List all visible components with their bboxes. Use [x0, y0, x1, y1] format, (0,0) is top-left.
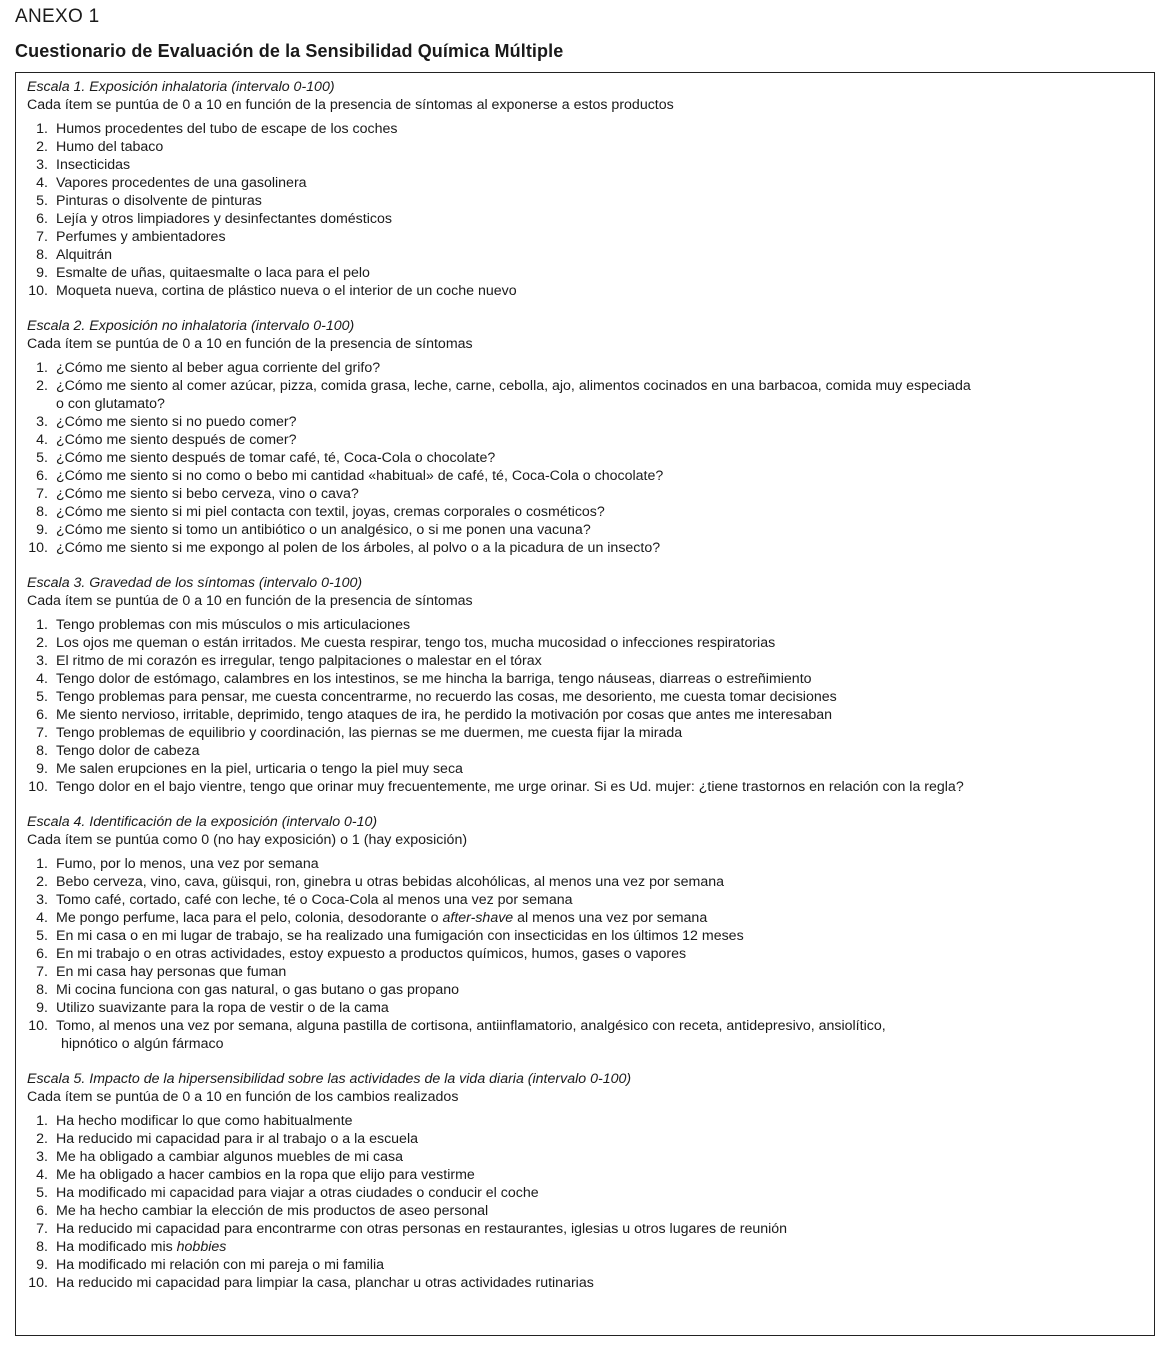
list-item: [27, 174, 1154, 192]
item-text: [48, 1202, 488, 1220]
item-text-tail: al menos una vez por semana: [513, 910, 708, 926]
item-text: [48, 1148, 403, 1166]
list-item: [27, 246, 1154, 264]
list-item: [27, 1220, 1154, 1238]
item-text: [48, 945, 686, 963]
list-item: [27, 1130, 1154, 1148]
item-text-main: Insecticidas: [56, 157, 131, 173]
item-number: 1.: [36, 1113, 48, 1129]
item-number: 4.: [36, 1167, 48, 1183]
list-item: [27, 1256, 1154, 1274]
item-text: [48, 760, 463, 778]
item-text-main: Moqueta nueva, cortina de plástico nueva o el interior de un coche nuevo: [56, 283, 517, 299]
item-text-main: Ha reducido mi capacidad para encontrarme con otras personas en restaurantes, iglesias u otros lugares de reunión: [56, 1221, 788, 1237]
list-item: [27, 282, 1154, 300]
item-text-main: ¿Cómo me siento si mi piel contacta con textil, joyas, cremas corporales o cosméticos?: [56, 504, 605, 520]
item-text-main: Ha reducido mi capacidad para ir al trabajo o a la escuela: [56, 1131, 418, 1147]
item-text-main: Esmalte de uñas, quitaesmalte o laca para el pelo: [56, 265, 370, 281]
item-text-main: Lejía y otros limpiadores y desinfectantes domésticos: [56, 211, 392, 227]
item-text: [48, 521, 591, 539]
item-text-main: ¿Cómo me siento al comer azúcar, pizza, comida grasa, leche, carne, cebolla, ajo, alimentos cocinados en una barbacoa, comida muy especiada: [56, 378, 971, 394]
item-text: [48, 1274, 594, 1292]
scale-section-1: [27, 78, 1154, 300]
item-number: 1.: [36, 360, 48, 376]
item-text-main: Me siento nervioso, irritable, deprimido, tengo ataques de ira, he perdido la motivación por cosas que antes me interesaban: [56, 707, 833, 723]
scale-title: Escala 2. Exposición no inhalatoria (intervalo 0-100): [27, 318, 355, 334]
item-text: [48, 359, 380, 377]
item-number: 4.: [36, 432, 48, 448]
item-number: 7.: [36, 229, 48, 245]
item-number: 5.: [36, 193, 48, 209]
scale-section-4: [27, 813, 1154, 1053]
item-number: 9.: [36, 522, 48, 538]
item-list: [27, 855, 1154, 1053]
item-text-main: Perfumes y ambientadores: [56, 229, 226, 245]
list-item: [27, 1274, 1154, 1292]
item-text-main: Tomo café, cortado, café con leche, té o Coca-Cola al menos una vez por semana: [56, 892, 573, 908]
item-text: [48, 210, 392, 228]
item-text: [48, 1166, 475, 1184]
list-item: [27, 1166, 1154, 1184]
list-item: [27, 855, 1154, 873]
list-item: [27, 1238, 1154, 1256]
item-text: [48, 1112, 353, 1130]
item-number: 2.: [36, 1131, 48, 1147]
list-item: [27, 120, 1154, 138]
scale-title: Escala 4. Identificación de la exposición (intervalo 0-10): [27, 814, 378, 830]
item-text-main: ¿Cómo me siento si me expongo al polen de los árboles, al polvo o a la picadura de un insecto?: [56, 540, 661, 556]
item-text: [48, 246, 112, 264]
scale-description: Cada ítem se puntúa de 0 a 10 en función de los cambios realizados: [27, 1089, 459, 1105]
list-item: [27, 210, 1154, 228]
item-text: [48, 174, 307, 192]
item-text-main: En mi casa hay personas que fuman: [56, 964, 287, 980]
item-number: 9.: [36, 1000, 48, 1016]
item-number: 6.: [36, 468, 48, 484]
item-text-main: Los ojos me queman o están irritados. Me cuesta respirar, tengo tos, mucha mucosidad o infecciones respiratorias: [56, 635, 776, 651]
item-number: 10.: [28, 540, 48, 556]
item-text-main: ¿Cómo me siento después de comer?: [56, 432, 297, 448]
item-text-emphasis: after-shave: [442, 910, 514, 926]
item-text: [48, 1238, 226, 1256]
item-text-main: En mi casa o en mi lugar de trabajo, se ha realizado una fumigación con insecticidas en los últimos 12 meses: [56, 928, 744, 944]
list-item: [27, 192, 1154, 210]
list-item: [27, 760, 1154, 778]
list-item: [27, 467, 1154, 485]
item-list: [27, 616, 1154, 796]
item-text-main: Tengo dolor de cabeza: [56, 743, 200, 759]
item-text: [48, 413, 297, 431]
item-text-main: Ha modificado mi capacidad para viajar a otras ciudades o conducir el coche: [56, 1185, 539, 1201]
item-text: [48, 1220, 787, 1238]
list-item: [27, 891, 1154, 909]
item-text-main: ¿Cómo me siento si no puedo comer?: [56, 414, 297, 430]
item-text-main: Tengo problemas con mis músculos o mis articulaciones: [56, 617, 411, 633]
item-number: 10.: [28, 1018, 48, 1034]
list-item: [27, 981, 1154, 999]
item-text: [48, 963, 286, 981]
item-text-main: Ha modificado mi relación con mi pareja o mi familia: [56, 1257, 385, 1273]
item-text-main: Me pongo perfume, laca para el pelo, colonia, desodorante o: [56, 910, 439, 926]
list-item: [27, 449, 1154, 467]
item-text-main: Tengo dolor de estómago, calambres en los intestinos, se me hincha la barriga, tengo náuseas, diarreas o estreñimiento: [56, 671, 812, 687]
item-text: [48, 688, 837, 706]
document-title: Cuestionario de Evaluación de la Sensibilidad Química Múltiple: [15, 41, 564, 61]
item-number: 6.: [36, 211, 48, 227]
item-text-main: Me ha obligado a cambiar algunos muebles de mi casa: [56, 1149, 404, 1165]
scale-title: Escala 5. Impacto de la hipersensibilidad sobre las actividades de la vida diaria (intervalo 0-100): [27, 1071, 632, 1087]
item-number: 4.: [36, 671, 48, 687]
list-item: [27, 264, 1154, 282]
item-text: [48, 634, 775, 652]
item-number: 7.: [36, 964, 48, 980]
annex-label: ANEXO 1: [15, 6, 100, 27]
list-item: [27, 138, 1154, 156]
item-text-main: Humos procedentes del tubo de escape de los coches: [56, 121, 398, 137]
item-number: 9.: [36, 265, 48, 281]
list-item: [27, 228, 1154, 246]
item-text: [48, 652, 542, 670]
item-text-emphasis: hobbies: [176, 1239, 227, 1255]
list-item: [27, 539, 1154, 557]
item-text-main: Tengo problemas de equilibrio y coordinación, las piernas se me duermen, me cuesta fijar la mirada: [56, 725, 683, 741]
item-list: [27, 359, 1154, 557]
item-text: [48, 192, 262, 210]
list-item: [27, 873, 1154, 891]
item-text-main: ¿Cómo me siento después de tomar café, té, Coca-Cola o chocolate?: [56, 450, 496, 466]
item-text: [48, 156, 130, 174]
item-text-main: Tomo, al menos una vez por semana, alguna pastilla de cortisona, antiinflamatorio, analgésico con receta, antidepresivo, ansiolítico,: [56, 1018, 886, 1034]
item-number: 1.: [36, 617, 48, 633]
item-text: [48, 120, 398, 138]
item-text: [48, 431, 297, 449]
item-text: [48, 467, 663, 485]
item-text: [48, 228, 226, 246]
item-number: 5.: [36, 928, 48, 944]
list-item: [27, 688, 1154, 706]
item-number: 8.: [36, 504, 48, 520]
list-item: [27, 706, 1154, 724]
item-number: 10.: [28, 283, 48, 299]
item-text: [48, 539, 660, 557]
item-number: 8.: [36, 743, 48, 759]
item-text-main: ¿Cómo me siento si tomo un antibiótico o un analgésico, o si me ponen una vacuna?: [56, 522, 591, 538]
item-number: 5.: [36, 1185, 48, 1201]
item-number: 3.: [36, 157, 48, 173]
list-item: [27, 359, 1154, 377]
item-text-main: Ha hecho modificar lo que como habitualmente: [56, 1113, 353, 1129]
list-item: [27, 431, 1154, 449]
item-text-main: Ha modificado mis: [56, 1239, 173, 1255]
item-text-continuation: hipnótico o algún fármaco: [61, 1036, 224, 1052]
item-text-main: Bebo cerveza, vino, cava, güisqui, ron, ginebra u otras bebidas alcohólicas, al menos una vez por semana: [56, 874, 724, 890]
item-text-main: Me ha obligado a hacer cambios en la ropa que elijo para vestirme: [56, 1167, 475, 1183]
item-text: [48, 927, 744, 945]
list-item: [27, 634, 1154, 652]
item-list: [27, 1112, 1154, 1292]
item-list: [27, 120, 1154, 300]
item-text: [48, 706, 832, 724]
scale-description: Cada ítem se puntúa de 0 a 10 en función de la presencia de síntomas: [27, 593, 473, 609]
item-text-main: ¿Cómo me siento al beber agua corriente del grifo?: [56, 360, 381, 376]
list-item: [27, 521, 1154, 539]
item-number: 8.: [36, 1239, 48, 1255]
item-number: 3.: [36, 653, 48, 669]
scale-section-3: [27, 574, 1154, 796]
list-item: [27, 652, 1154, 670]
list-item: [27, 413, 1154, 431]
item-text-main: Me salen erupciones en la piel, urticaria o tengo la piel muy seca: [56, 761, 463, 777]
item-text-main: Mi cocina funciona con gas natural, o gas butano o gas propano: [56, 982, 460, 998]
item-text: [48, 1130, 418, 1148]
item-number: 2.: [36, 139, 48, 155]
item-text: [48, 981, 459, 999]
item-text: [48, 778, 964, 796]
scale-description: Cada ítem se puntúa de 0 a 10 en función de la presencia de síntomas: [27, 336, 473, 352]
item-number: 10.: [28, 779, 48, 795]
list-item: [27, 1112, 1154, 1130]
item-text: [48, 449, 495, 467]
item-text: [48, 855, 319, 873]
item-number: 1.: [36, 121, 48, 137]
item-text-main: Fumo, por lo menos, una vez por semana: [56, 856, 319, 872]
item-text: [48, 377, 971, 413]
item-text-main: Humo del tabaco: [56, 139, 164, 155]
item-number: 3.: [36, 1149, 48, 1165]
item-number: 7.: [36, 486, 48, 502]
item-text-main: Tengo problemas para pensar, me cuesta concentrarme, no recuerdo las cosas, me desoriento, me cuesta tomar decisiones: [56, 689, 837, 705]
item-text: [48, 999, 389, 1017]
scale-description: Cada ítem se puntúa de 0 a 10 en función de la presencia de síntomas al exponerse a estos productos: [27, 97, 674, 113]
item-text-main: Pinturas o disolvente de pinturas: [56, 193, 262, 209]
item-text-main: Ha reducido mi capacidad para limpiar la casa, planchar u otras actividades rutinarias: [56, 1275, 594, 1291]
item-number: 8.: [36, 247, 48, 263]
list-item: [27, 778, 1154, 796]
item-number: 2.: [36, 378, 48, 394]
item-text: [48, 485, 359, 503]
item-number: 3.: [36, 892, 48, 908]
list-item: [27, 503, 1154, 521]
list-item: [27, 616, 1154, 634]
item-text: [48, 873, 724, 891]
list-item: [27, 485, 1154, 503]
scale-section-2: [27, 317, 1154, 557]
list-item: [27, 909, 1154, 927]
item-number: 6.: [36, 946, 48, 962]
list-item: [27, 1202, 1154, 1220]
item-text: [48, 503, 605, 521]
list-item: [27, 742, 1154, 760]
item-text-main: Tengo dolor en el bajo vientre, tengo que orinar muy frecuentemente, me urge orinar. Si es Ud. mujer: ¿tiene trastornos en relación con la regla?: [56, 779, 964, 795]
item-text-main: Utilizo suavizante para la ropa de vestir o de la cama: [56, 1000, 389, 1016]
item-number: 5.: [36, 689, 48, 705]
item-number: 4.: [36, 175, 48, 191]
item-text-main: Me ha hecho cambiar la elección de mis productos de aseo personal: [56, 1203, 489, 1219]
list-item: [27, 1017, 1154, 1053]
list-item: [27, 724, 1154, 742]
item-text-main: En mi trabajo o en otras actividades, estoy expuesto a productos químicos, humos, gases o vapores: [56, 946, 687, 962]
item-text-main: ¿Cómo me siento si no como o bebo mi cantidad «habitual» de café, té, Coca-Cola o chocolate?: [56, 468, 664, 484]
scale-title: Escala 1. Exposición inhalatoria (intervalo 0-100): [27, 79, 335, 95]
item-text: [48, 1017, 886, 1053]
item-number: 9.: [36, 1257, 48, 1273]
scale-title: Escala 3. Gravedad de los síntomas (intervalo 0-100): [27, 575, 363, 591]
item-text-continuation: o con glutamato?: [56, 396, 165, 412]
questionnaire-frame: [15, 72, 1155, 1336]
item-text-main: Vapores procedentes de una gasolinera: [56, 175, 307, 191]
item-number: 6.: [36, 707, 48, 723]
item-number: 4.: [36, 910, 48, 926]
item-number: 2.: [36, 874, 48, 890]
scale-section-5: [27, 1070, 1154, 1292]
item-text: [48, 891, 573, 909]
item-text: [48, 909, 707, 927]
list-item: [27, 963, 1154, 981]
item-number: 6.: [36, 1203, 48, 1219]
list-item: [27, 945, 1154, 963]
item-text-main: El ritmo de mi corazón es irregular, tengo palpitaciones o malestar en el tórax: [56, 653, 542, 669]
scale-description: Cada ítem se puntúa como 0 (no hay exposición) o 1 (hay exposición): [27, 832, 468, 848]
item-text: [48, 264, 370, 282]
item-text: [48, 138, 163, 156]
list-item: [27, 999, 1154, 1017]
item-text: [48, 616, 410, 634]
list-item: [27, 1184, 1154, 1202]
item-text: [48, 670, 812, 688]
item-text: [48, 742, 200, 760]
item-number: 3.: [36, 414, 48, 430]
item-number: 7.: [36, 725, 48, 741]
item-text: [48, 1184, 539, 1202]
item-text-main: ¿Cómo me siento si bebo cerveza, vino o cava?: [56, 486, 359, 502]
item-text: [48, 724, 682, 742]
list-item: [27, 927, 1154, 945]
item-number: 2.: [36, 635, 48, 651]
list-item: [27, 670, 1154, 688]
item-text: [48, 1256, 384, 1274]
item-number: 7.: [36, 1221, 48, 1237]
item-number: 8.: [36, 982, 48, 998]
item-number: 10.: [28, 1275, 48, 1291]
item-text-main: Alquitrán: [56, 247, 112, 263]
list-item: [27, 1148, 1154, 1166]
item-number: 9.: [36, 761, 48, 777]
item-number: 5.: [36, 450, 48, 466]
item-number: 1.: [36, 856, 48, 872]
item-text: [48, 282, 517, 300]
list-item: [27, 377, 1154, 413]
list-item: [27, 156, 1154, 174]
